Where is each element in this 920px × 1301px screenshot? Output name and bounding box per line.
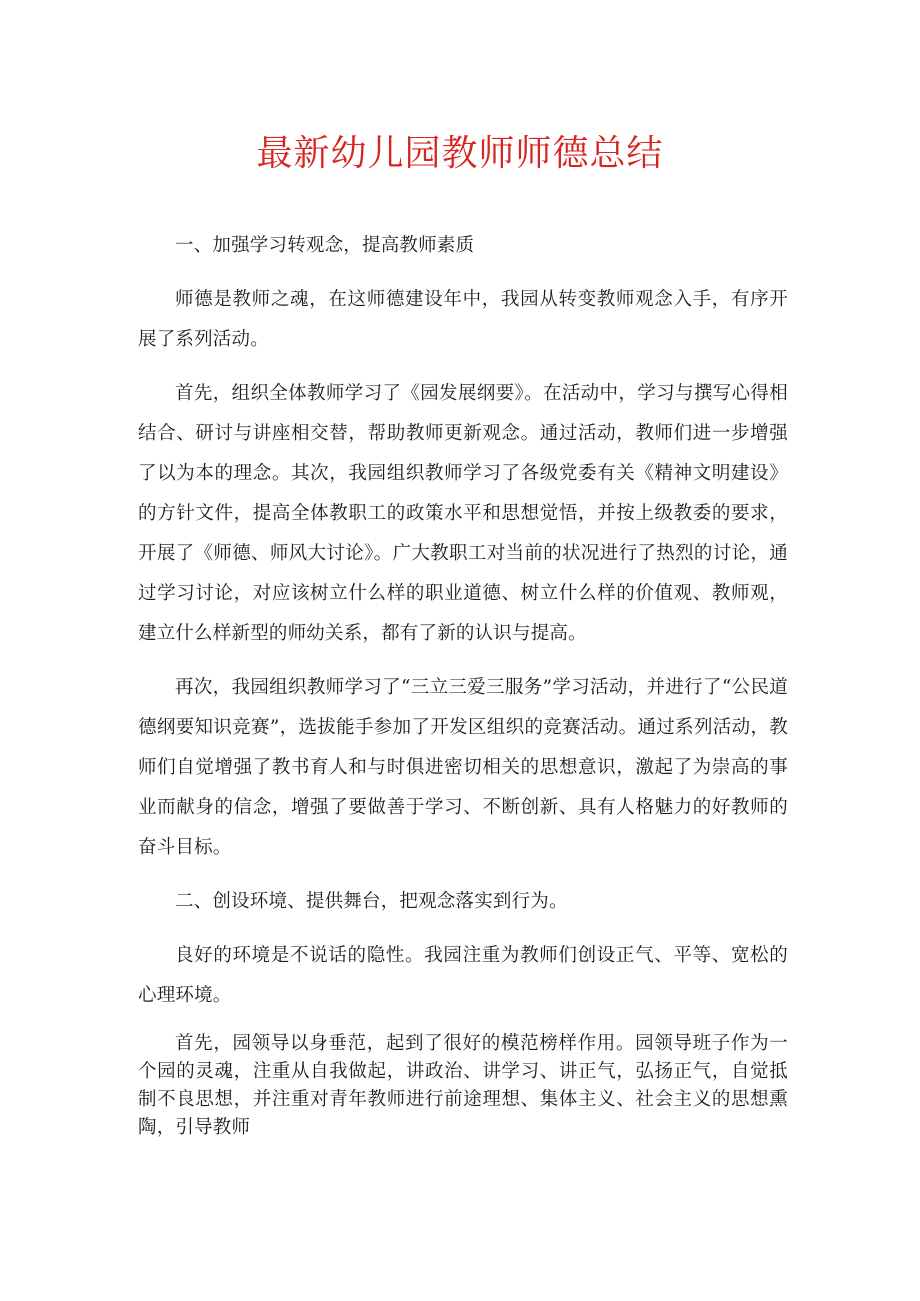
document-body	[138, 226, 788, 1156]
paragraph-2: 首先，组织全体教师学习了《园发展纲要》。在活动中，学习与撰写心得相结合、研讨与讲座相交替，帮助教师更新观念。通过活动，教师们进一步增强了以为本的理念。其次，我园组织教师学习了各级党委有关《精神文明建设》的方针文件，提高全体教职工的政策水平和思想觉悟，并按上级教委的要求，开展了《师德、师风大讨论》。广大教职工对当前的状况进行了热烈的讨论，通过学习讨论，对应该树立什么样的职业道德、树立什么样的价值观、教师观，建立什么样新型的师幼关系，都有了新的认识与提高。	[138, 383, 788, 644]
document-title: 最新幼儿园教师师德总结	[256, 133, 664, 174]
paragraph-4: 良好的环境是不说话的隐性。我园注重为教师们创设正气、平等、宽松的心理环境。	[138, 945, 788, 1006]
section-heading-1: 一、加强学习转观念，提高教师素质	[175, 235, 475, 256]
paragraph-5: 首先，园领导以身垂范，起到了很好的模范榜样作用。园领导班子作为一个园的灵魂，注重从自我做起，讲政治、讲学习、讲正气，弘扬正气，自觉抵制不良思想，并注重对青年教师进行前途理想、集体主义、社会主义的思想熏陶，引导教师	[138, 1033, 788, 1138]
section-heading-2: 二、创设环境、提供舞台，把观念落实到行为。	[175, 891, 568, 912]
paragraph-3: 再次，我园组织教师学习了“三立三爱三服务”学习活动，并进行了“公民道德纲要知识竞赛”，选拔能手参加了开发区组织的竞赛活动。通过系列活动，教师们自觉增强了教书育人和与时俱进密切相关的思想意识，激起了为崇高的事业而献身的信念，增强了要做善于学习、不断创新、具有人格魅力的好教师的奋斗目标。	[138, 677, 788, 858]
paragraph-1: 师德是教师之魂，在这师德建设年中，我园从转变教师观念入手，有序开展了系列活动。	[138, 289, 788, 350]
